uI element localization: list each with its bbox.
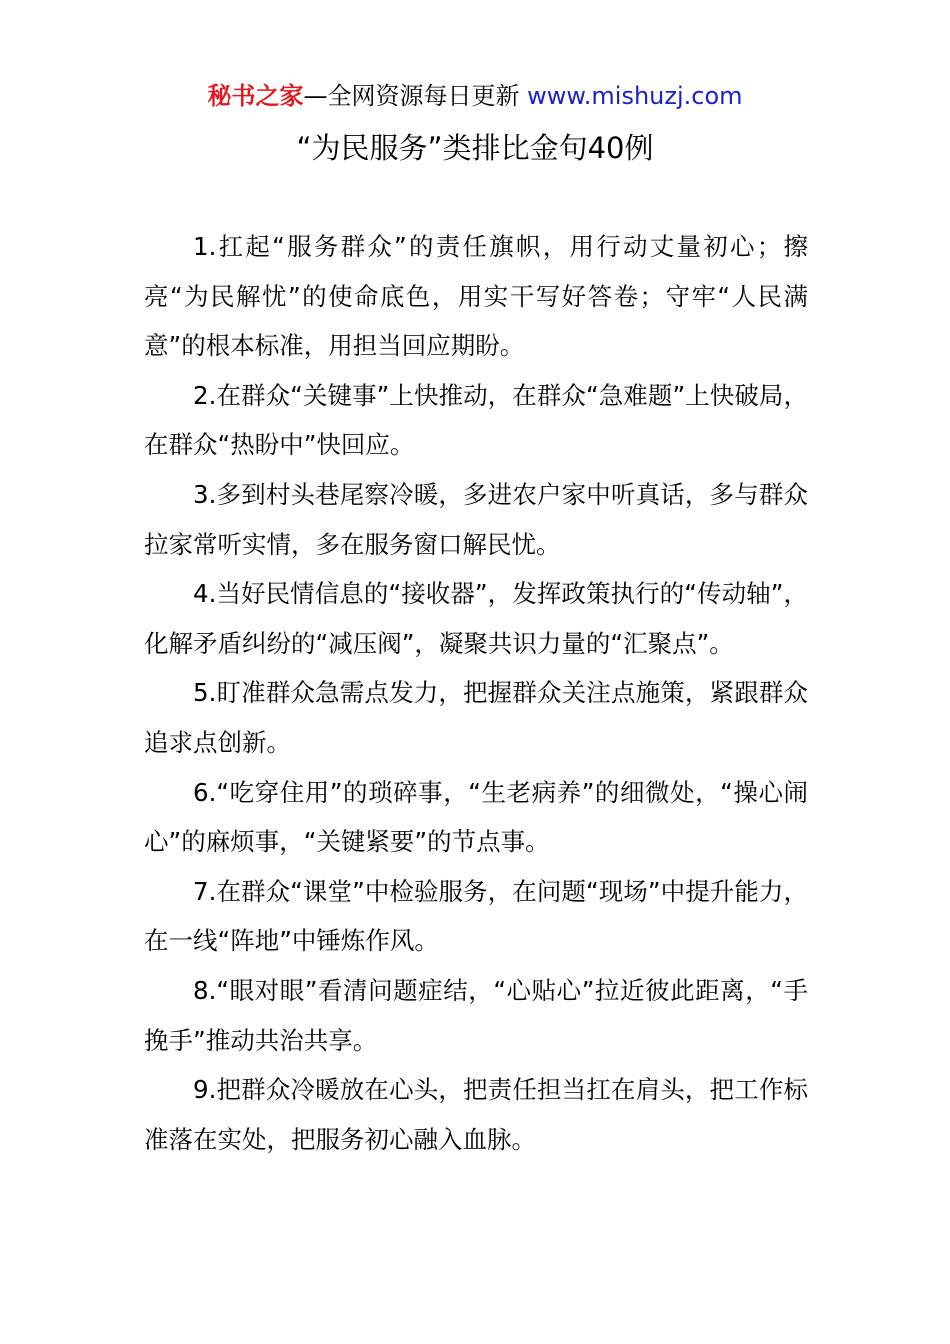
brand-name: 秘书之家 — [207, 82, 304, 110]
paragraph-9: 9.把群众冷暖放在心头，把责任担当扛在肩头，把工作标准落在实处，把服务初心融入血脉。 — [144, 1075, 808, 1154]
paragraph-5: 5.盯准群众急需点发力，把握群众关注点施策，紧跟群众追求点创新。 — [144, 678, 808, 757]
paragraph-6: 6.“吃穿住用”的琐碎事，“生老病养”的细微处，“操心闹心”的麻烦事，“关键紧要”的节点事。 — [144, 777, 808, 857]
header-tagline: —全网资源每日更新 — [303, 82, 528, 110]
site-url-link[interactable]: www.mishuzj.com — [527, 82, 743, 110]
paragraph-4: 4.当好民情信息的“接收器”，发挥政策执行的“传动轴”，化解矛盾纠纷的“减压阀”，凝聚共识力量的“汇聚点”。 — [144, 579, 808, 658]
paragraph-3: 3.多到村头巷尾察冷暖，多进农户家中听真话，多与群众拉家常听实情，多在服务窗口解民忧。 — [144, 479, 808, 559]
paragraph-8: 8.“眼对眼”看清问题症结，“心贴心”拉近彼此距离，“手挽手”推动共治共享。 — [144, 975, 808, 1055]
paragraph-1: 1.扛起“服务群众”的责任旗帜，用行动丈量初心；擦亮“为民解忧”的使命底色，用实干写好答卷；守牢“人民满意”的根本标准，用担当回应期盼。 — [144, 232, 808, 361]
document-body — [144, 222, 808, 1164]
site-header — [0, 80, 950, 112]
paragraph-7: 7.在群众“课堂”中检验服务，在问题“现场”中提升能力，在一线“阵地”中锤炼作风。 — [144, 876, 808, 956]
paragraph-2: 2.在群众“关键事”上快推动，在群众“急难题”上快破局，在群众“热盼中”快回应。 — [144, 380, 808, 460]
document-title: “为民服务”类排比金句40例 — [296, 131, 654, 165]
